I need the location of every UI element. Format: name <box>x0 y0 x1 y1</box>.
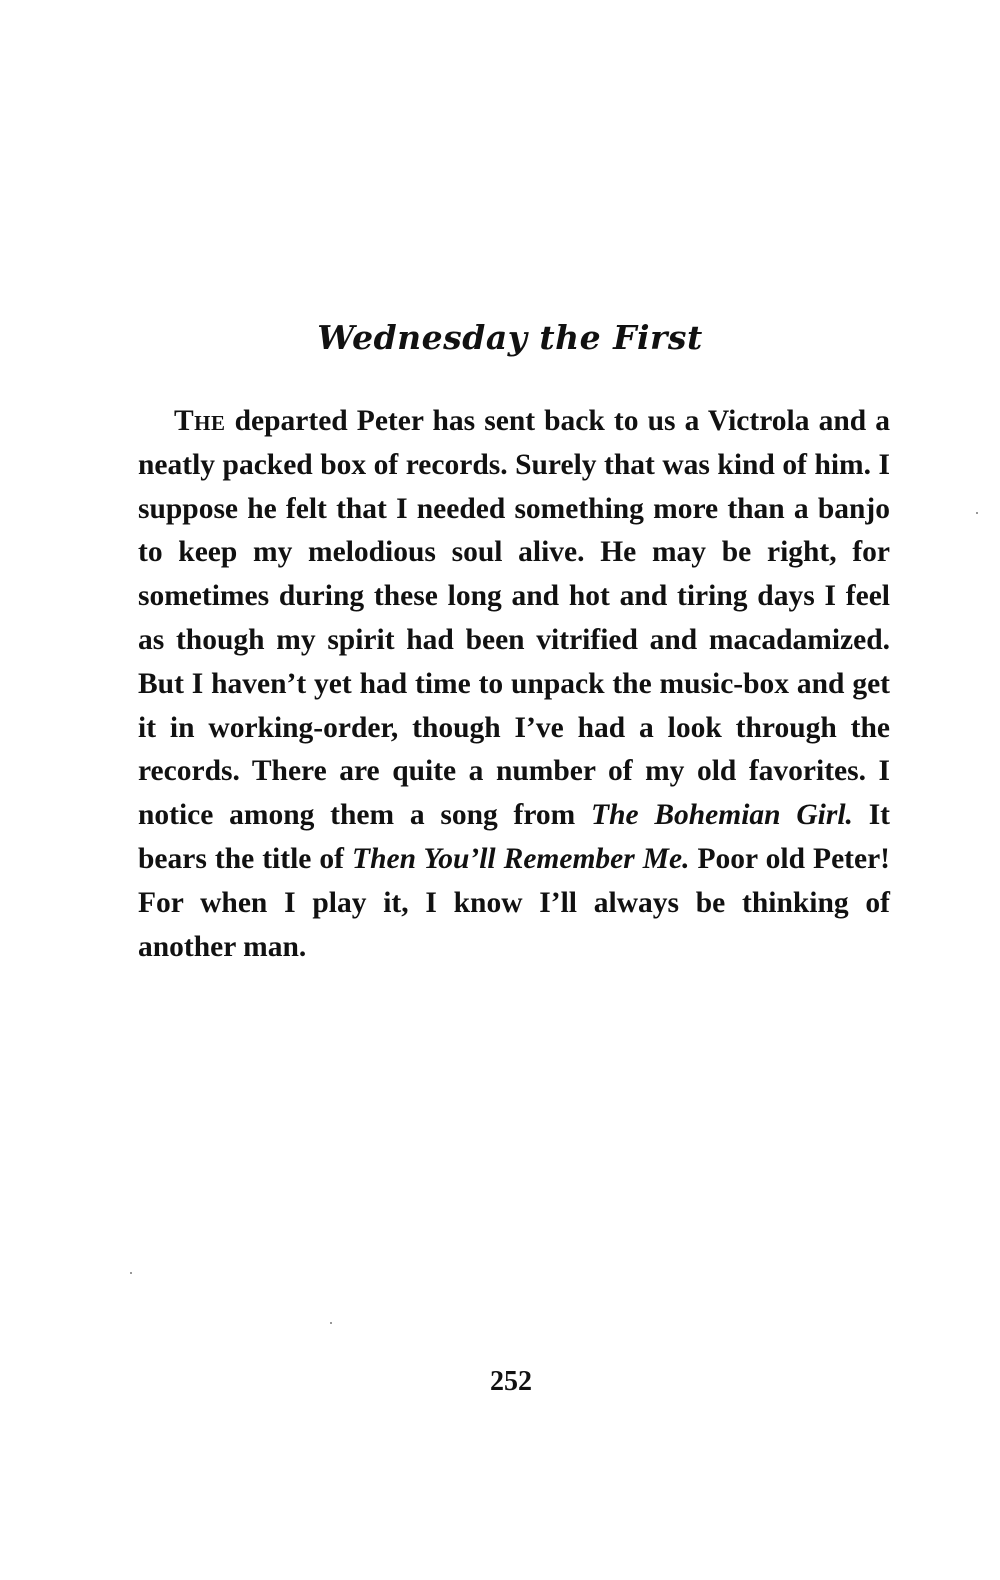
lead-word: The <box>174 405 226 437</box>
section-heading: Wednesday the First <box>317 318 703 357</box>
scan-speck <box>976 512 978 514</box>
italic-title-bohemian-girl: The Bohemian Girl. <box>591 799 853 832</box>
text-segment-3: Poor old Peter! For when I play it, I know I’ll always be thinking of another man. <box>138 842 891 963</box>
italic-title-song: Then You’ll Remember Me. <box>352 842 690 875</box>
page-number: 252 <box>490 1366 532 1397</box>
text-segment-2: It bears the title of <box>138 799 891 875</box>
scan-speck <box>330 1322 332 1324</box>
body-paragraph <box>138 400 890 969</box>
text-segment-1: departed Peter has sent back to us a Victrola and a neatly packed box of records. Surely that was kind of him. I suppose he felt that I needed something more than a banjo to keep my melodious soul alive. He may be right, for sometimes during these long and hot and tiring days I feel as though my spirit had been vitrified and macadamized. But I haven’t yet had time to unpack the music-box and get it in working-order, though I’ve had a look through the records. There are quite a number of my old favorites. I notice among them a song from <box>138 405 890 832</box>
scan-speck <box>130 1272 132 1274</box>
